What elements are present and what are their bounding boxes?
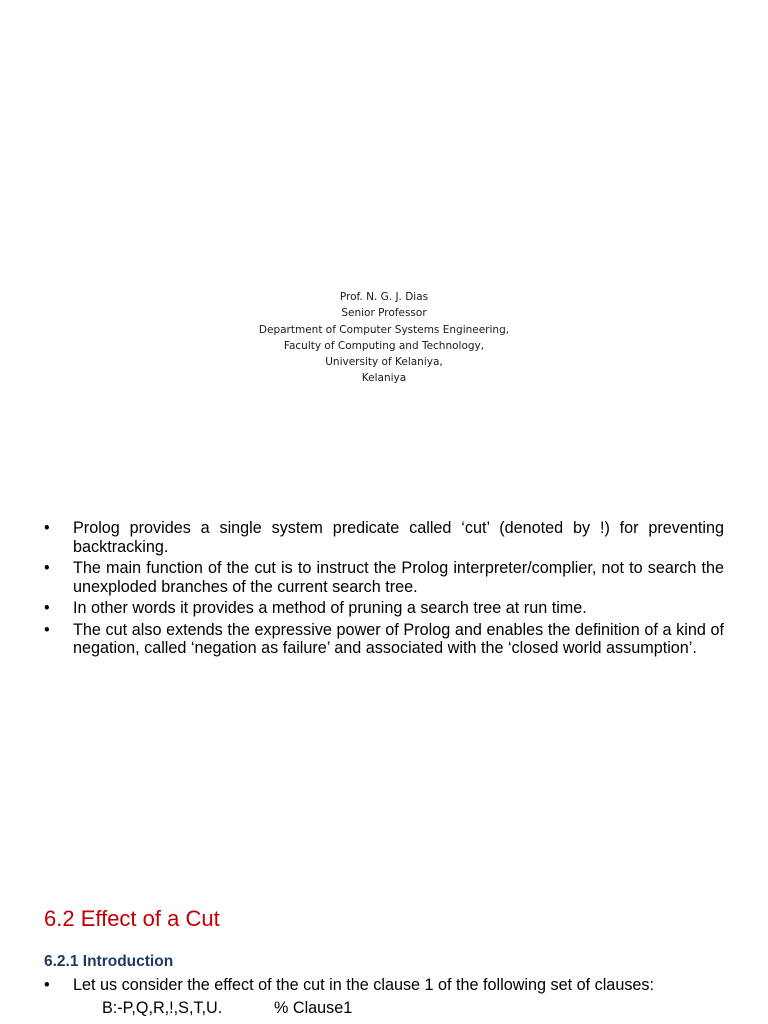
author-city: Kelaniya bbox=[361, 372, 407, 385]
bullet-icon: • bbox=[44, 519, 50, 537]
intro-list-item bbox=[44, 975, 744, 995]
list-item bbox=[44, 599, 724, 618]
cut-overview-list bbox=[44, 519, 724, 661]
bullet-text: In other words it provides a method of pruning a search tree at run time. bbox=[73, 599, 587, 617]
intro-text: Let us consider the effect of the cut in the clause 1 of the following set of clauses: bbox=[73, 976, 655, 994]
author-faculty: Faculty of Computing and Technology, bbox=[283, 339, 485, 352]
list-item bbox=[44, 519, 724, 556]
bullet-icon: • bbox=[44, 976, 50, 994]
author-block bbox=[0, 289, 768, 387]
clause-comment: % Clause1 bbox=[274, 999, 353, 1017]
author-name: Prof. N. G. J. Dias bbox=[339, 291, 429, 303]
bullet-icon: • bbox=[44, 599, 50, 617]
list-item bbox=[44, 621, 724, 658]
author-title: Senior Professor bbox=[341, 307, 427, 320]
bullet-icon: • bbox=[44, 559, 50, 577]
section-title: 6.2 Effect of a Cut bbox=[44, 906, 220, 931]
author-university: University of Kelaniya, bbox=[325, 356, 443, 369]
clause-code: B:-P,Q,R,!,S,T,U. bbox=[102, 999, 223, 1017]
subsection-title: 6.2.1 Introduction bbox=[44, 953, 174, 970]
author-department: Department of Computer Systems Engineering, bbox=[258, 323, 510, 336]
bullet-text: The cut also extends the expressive power of Prolog and enables the definition of a kind of negation, called ‘negation as failure’ and associated with the ‘closed world assumption’. bbox=[73, 620, 724, 657]
list-item bbox=[44, 559, 724, 596]
bullet-icon: • bbox=[44, 620, 50, 639]
bullet-text: The main function of the cut is to instruct the Prolog interpreter/complier, not to search the unexploded branches of the current search tree. bbox=[73, 559, 724, 596]
bullet-text: Prolog provides a single system predicate called ‘cut’ (denoted by !) for preventing backtracking. bbox=[73, 519, 724, 556]
